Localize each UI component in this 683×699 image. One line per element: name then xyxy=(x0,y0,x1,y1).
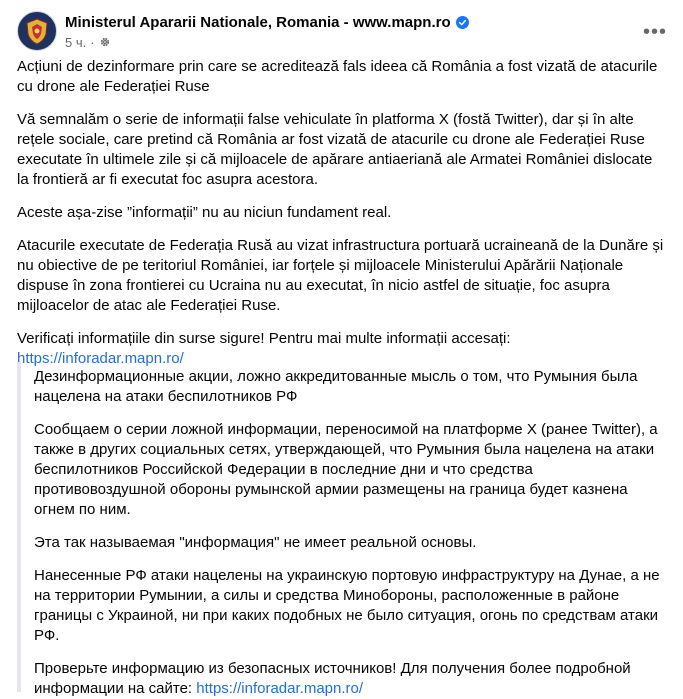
audience-gear-icon[interactable] xyxy=(99,36,111,48)
post-header xyxy=(17,11,469,51)
ru-paragraph-4 xyxy=(34,659,667,699)
verified-badge-icon xyxy=(456,16,469,29)
ro-paragraph-4-text: Verificați informațiile din surse sigure! Pentru mai multe informații accesați: xyxy=(17,330,511,347)
post-meta xyxy=(65,11,469,51)
ru-paragraph-3: Нанесенные РФ атаки нацелены на украинскую портовую инфраструктуру на Дунае, а не на территории Румынии, а силы и средства Минобороны, расположенные в районе границы с Украиной, ни при каких подобных не было ситуация, огонь по средствам атаки РФ. xyxy=(34,567,660,644)
ru-paragraph-2: Эта так называемая "информация" не имеет реальной основы. xyxy=(34,534,477,551)
ro-paragraph-2: Aceste așa-zise ”informații” nu au niciun fundament real. xyxy=(17,204,392,221)
page-name-link[interactable]: Ministerul Apararii Nationale, Romania - www.mapn.ro xyxy=(65,13,451,31)
post-options-button[interactable]: ••• xyxy=(642,20,667,43)
ro-title: Acțiuni de dezinformare prin care se acreditează fals ideea că România a fost vizată de atacurile cu drone ale Federației Ruse xyxy=(17,58,658,95)
post-body-romanian xyxy=(17,57,665,382)
ro-inforadar-link[interactable]: https://inforadar.mapn.ro/ xyxy=(17,350,184,367)
post-timestamp[interactable]: 5 ч. xyxy=(65,34,87,50)
coat-of-arms-icon xyxy=(22,16,52,46)
meta-separator: · xyxy=(90,34,95,50)
ru-paragraph-1: Сообщаем о серии ложной информации, переносимой на платформе X (ранее Twitter), а также в других социальных сетях, утверждающей, что Румыния была нацелена на атаки беспилотников Российской Федерации в последние дни и что средства противовоздушной обороны румынской армии размещены на граница будет казнена огнем по ним. xyxy=(34,421,658,518)
ro-paragraph-1: Vă semnalăm o serie de informații false vehiculate în platforma X (fostă Twitter), dar și în alte rețele sociale, care pretind că România ar fost vizată de atacurile cu drone ale Federației Ruse executate în ultimele zile și că mijloacele de apărare antiaeriană ale Armatei României dislocate la frontieră ar fi executat foc asupra acestora. xyxy=(17,111,653,188)
ro-paragraph-3: Atacurile executate de Federația Rusă au vizat infrastructura portuară ucraineană de la Dunăre și nu obiective de pe teritoriul României, iar forțele și mijloacele Ministerului Apărării Naționale dispuse în zona frontierei cu Ucraina nu au executat, în nicio astfel de situație, foc asupra mijloacelor de atac ale Federației Ruse. xyxy=(17,237,664,314)
ru-paragraph-4-text: Проверьте информацию из безопасных источников! Для получения более подробной информации на сайте: xyxy=(34,660,631,697)
page-avatar[interactable] xyxy=(17,11,57,51)
post-body-russian-quote xyxy=(17,362,667,697)
ru-title: Дезинформационные акции, ложно аккредитованные мысль о том, что Румыния была нацелена на атаки беспилотников РФ xyxy=(34,368,638,405)
ru-inforadar-link[interactable]: https://inforadar.mapn.ro/ xyxy=(196,680,364,697)
